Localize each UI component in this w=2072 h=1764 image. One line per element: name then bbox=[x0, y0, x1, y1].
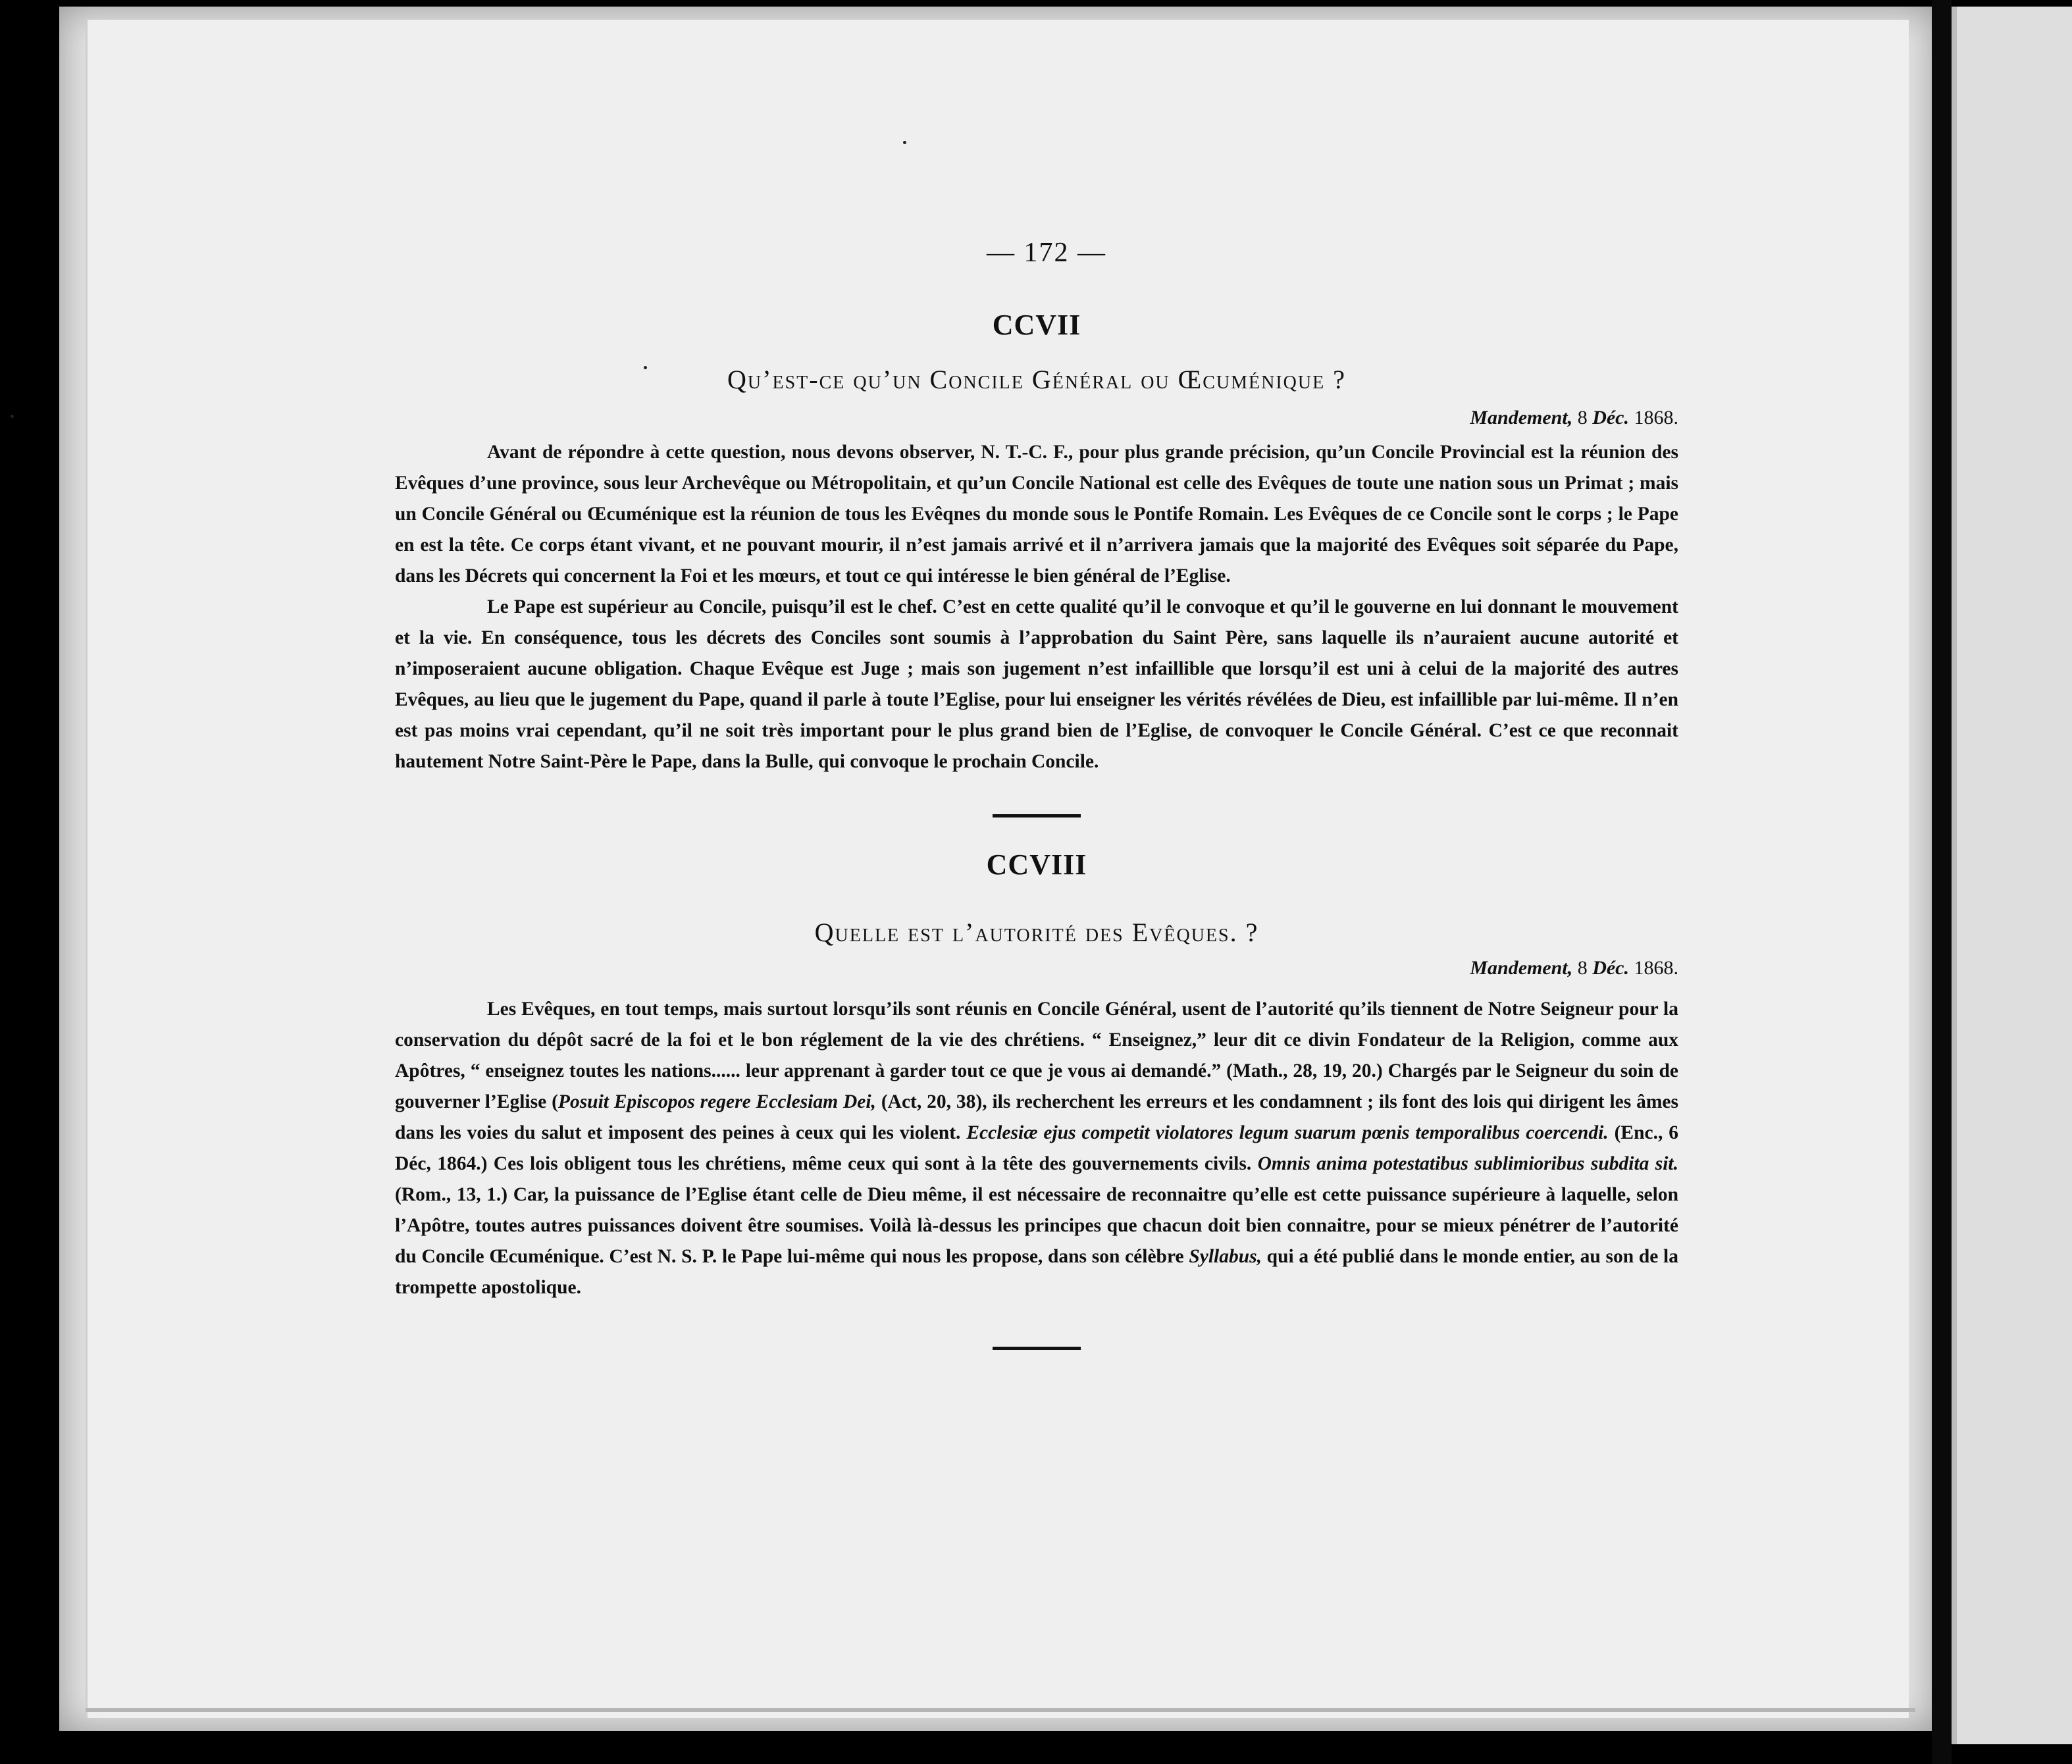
source-day: 8 bbox=[1572, 957, 1593, 979]
section-numeral: CCVII bbox=[992, 309, 1081, 341]
source-month: Déc. bbox=[1592, 957, 1629, 979]
section-numeral: CCVIII bbox=[986, 848, 1087, 881]
paragraph-text: (Rom., 13, 1.) Car, la puissance de l’Eglise étant celle de Dieu même, il est nécessaire de reconnaitre qu’elle est cette puissance supérieure à laquelle, selon l’Apôtre, toutes autres puissances doivent être soumises. Voilà là-dessus les principes que chacun doit bien connaitre, pour se mieux pénétrer de l’autorité du Concile Œcuménique. C’est N. S. P. le Pape lui-même qui nous les propose, dans son célèbre bbox=[395, 1184, 1678, 1267]
latin-quote: Omnis anima potestatibus sublimioribus subdita sit. bbox=[1257, 1153, 1678, 1174]
source-month: Déc. bbox=[1592, 407, 1629, 428]
body-paragraph: Avant de répondre à cette question, nous devons observer, N. T.-C. F., pour plus grande précision, qu’un Concile Provincial est la réunion des Evêques d’une province, sous leur Archevêque ou Métropolitain, et qu’un Concile National est celle des Evêques de toute une nation sous un Primat ; mais un Concile Général ou Œcuménique est la réunion de tous les Evêqnes du monde sous le Pontife Romain. Les Evêques de ce Concile sont le corps ; le Pape en est la tête. Ce corps étant vivant, et ne pouvant mourir, il n’est jamais arrivé et il n’arrivera jamais que la majorité des Evêques soit séparée du Pape, dans les Décrets qui concernent la Foi et les mœurs, et tout ce qui intéresse le bien général de l’Eglise. bbox=[395, 442, 1678, 586]
latin-quote: Ecclesiæ ejus competit violatores legum suarum pœnis temporalibus coercendi. bbox=[966, 1122, 1609, 1143]
source-year: 1868. bbox=[1629, 957, 1678, 979]
source-work: Mandement, bbox=[1470, 957, 1573, 979]
paragraph-text: (Act, 20, 38), ils recherchent les erreurs et les condamnent ; ils font des lois qui dirigent les âmes dans les voies du salut et imposent des peines à ceux qui les violent. bbox=[395, 1091, 1679, 1143]
book-spine bbox=[1932, 0, 1952, 1764]
source-year: 1868. bbox=[1629, 407, 1678, 428]
body-paragraph bbox=[395, 994, 1678, 1303]
scan-left-border bbox=[0, 0, 59, 1764]
section-divider bbox=[993, 814, 1081, 817]
page-number: — 172 — bbox=[987, 238, 1106, 268]
paragraph-text: Les Evêques, en tout temps, mais surtout lorsqu’ils sont réunis en Concile Général, usent de l’autorité qu’ils tiennent de Notre Seigneur pour la conservation du dépôt sacré de la foi et le bon réglement de la vie des chrétiens. “ Enseignez,” leur dit ce divin Fondateur de la Religion, comme aux Apôtres, “ enseignez toutes les nations...... leur apprenant à garder tout ce que je vous ai demandé.” (Math., 28, 19, 20.) Chargés par le Seigneur du soin de gouverner l’Eglise ( bbox=[395, 999, 1678, 1112]
section-title: Qu’est-ce qu’un Concile Général ou Œcuménique ? bbox=[727, 365, 1346, 394]
paragraph-text: (Enc., 6 Déc, 1864.) Ces lois obligent tous les chrétiens, même ceux qui sont à la tête des gouvernements civils. bbox=[395, 1122, 1679, 1174]
dust-speck bbox=[11, 415, 14, 418]
source-work: Mandement, bbox=[1470, 407, 1573, 428]
facing-page-edge bbox=[1952, 7, 2072, 1744]
section-source bbox=[395, 407, 1678, 429]
body-paragraph: Le Pape est supérieur au Concile, puisqu’il est le chef. C’est en cette qualité qu’il le convoque et qu’il le gouverne en lui donnant le mouvement et la vie. En conséquence, tous les décrets des Conciles sont soumis à l’approbation du Saint Père, sans laquelle ils n’auraient aucune autorité et n’imposeraient aucune obligation. Chaque Evêque est Juge ; mais son jugement n’est infaillible que lorsqu’il est uni à celui de la majorité des autres Evêques, au lieu que le jugement du Pape, quand il parle à toute l’Eglise, pour lui enseigner les vérités révélées de Dieu, est infaillible par lui-même. Il n’en est pas moins vrai cependant, qu’il ne soit très important pour le plus grand bien de l’Eglise, de convoquer le Concile Général. C’est ce que reconnait hautement Notre Saint-Père le Pape, dans la Bulle, qui convoque le prochain Concile. bbox=[395, 596, 1678, 772]
page-bottom-edge bbox=[86, 1708, 1915, 1712]
source-day: 8 bbox=[1572, 407, 1593, 428]
latin-quote: Syllabus, bbox=[1189, 1246, 1262, 1267]
section-title: Quelle est l’autorité des Evêques. ? bbox=[814, 918, 1259, 947]
facing-page-fold bbox=[1952, 7, 1957, 1744]
latin-quote: Posuit Episcopos regere Ecclesiam Dei, bbox=[557, 1091, 876, 1112]
section-source bbox=[395, 957, 1678, 979]
end-divider bbox=[993, 1347, 1081, 1350]
page-text bbox=[395, 237, 1678, 1350]
paragraph-text: qui a été publié dans le monde entier, au son de la trompette apostolique. bbox=[395, 1246, 1678, 1298]
dust-speck bbox=[903, 141, 906, 144]
